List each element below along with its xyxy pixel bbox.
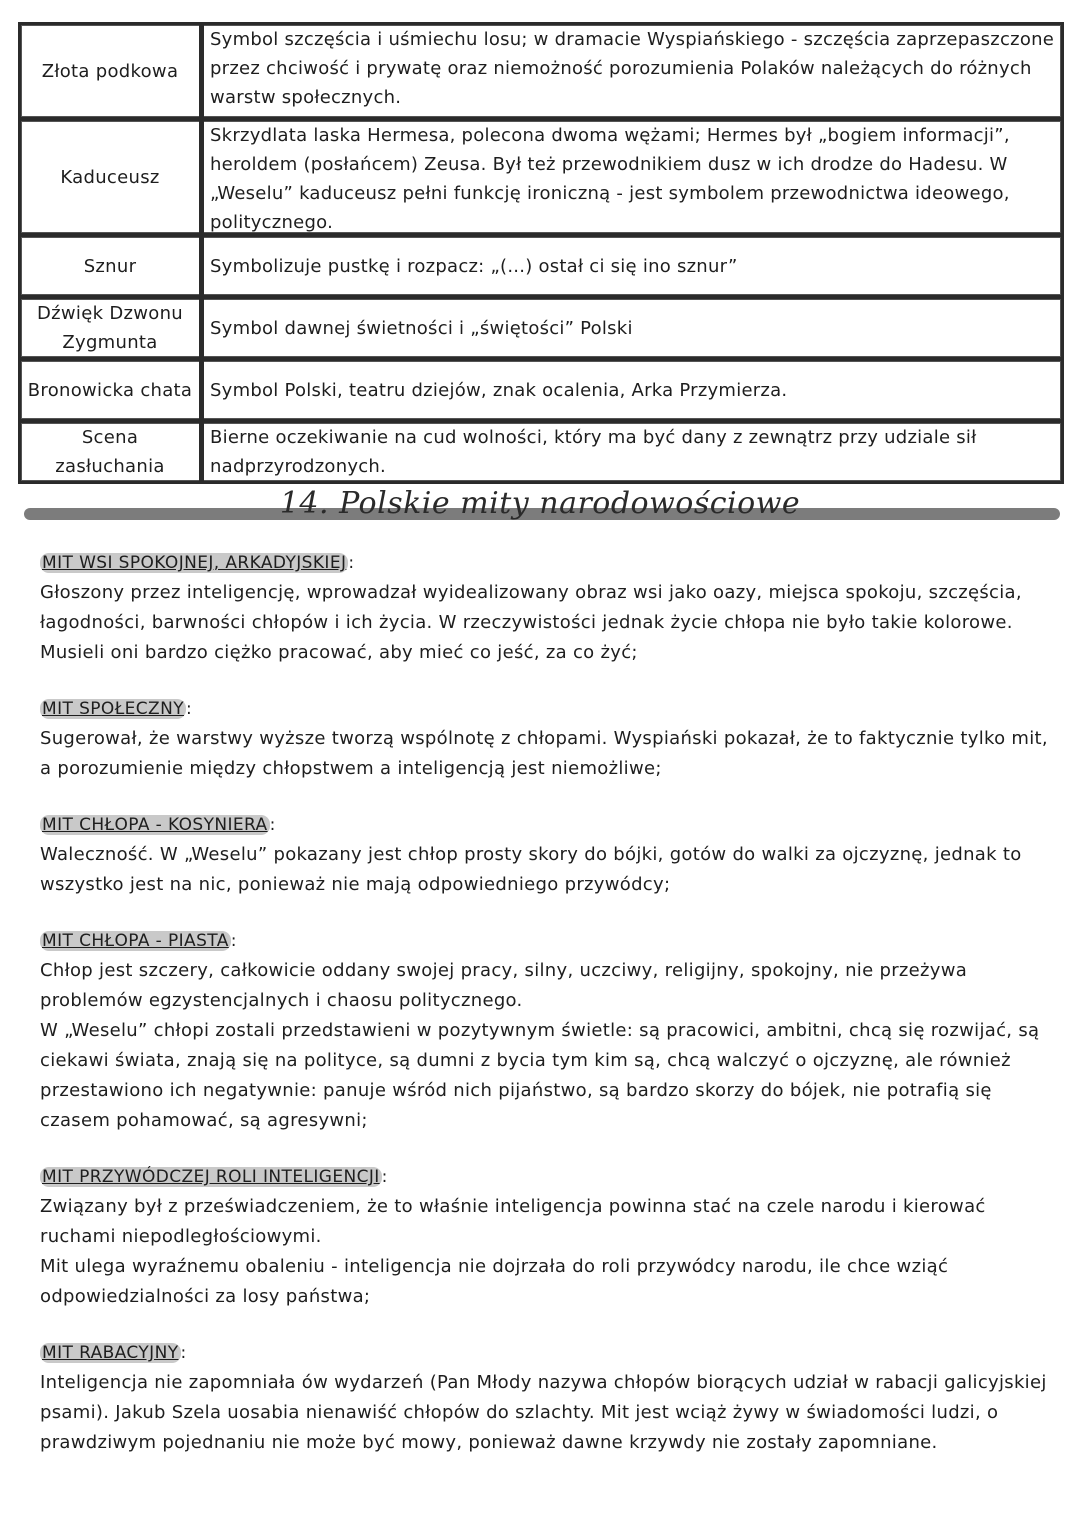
- symbol-term: Dźwięk Dzwonu Zygmunta: [21, 299, 204, 357]
- table-row: [18, 118, 1064, 236]
- myth-body: [40, 578, 1050, 668]
- myth-item: [40, 814, 1050, 900]
- myth-title: MIT CHŁOPA - KOSYNIERA :: [42, 815, 276, 835]
- table-row: [18, 22, 1064, 120]
- myth-paragraph: Związany był z przeświadczeniem, że to właśnie inteligencja powinna stać na czele narodu i kierować ruchami niepodległościowymi.: [40, 1196, 986, 1247]
- table-row: [18, 234, 1064, 298]
- myth-item: [40, 930, 1050, 1136]
- myth-title-text: MIT WSI SPOKOJNEJ, ARKADYJSKIEJ: [42, 553, 347, 573]
- myth-paragraph: Waleczność. W „Weselu” pokazany jest chłop prosty skory do bójki, gotów do walki za ojczyznę, jednak to wszystko jest na nic, ponieważ nie mają odpowiedniego przywódcy;: [40, 844, 1022, 895]
- table-row: [18, 296, 1064, 360]
- myth-title-text: MIT RABACYJNY: [42, 1343, 179, 1363]
- myth-item: [40, 1342, 1050, 1458]
- myth-title: MIT WSI SPOKOJNEJ, ARKADYJSKIEJ :: [42, 553, 355, 573]
- symbol-description: Symbol dawnej świetności i „świętości” Polski: [210, 317, 633, 339]
- myth-title-text: MIT CHŁOPA - PIASTA: [42, 931, 229, 951]
- myth-body: [40, 840, 1050, 900]
- section-title-text: 14. Polskie mity narodowościowe: [279, 486, 801, 521]
- myth-body: [40, 1192, 1050, 1312]
- myth-title-text: MIT SPOŁECZNY: [42, 699, 185, 719]
- myth-paragraph: Głoszony przez inteligencję, wprowadzał wyidealizowany obraz wsi jako oazy, miejsca spokoju, szczęścia, łagodności, barwności chłopów i ich życia. W rzeczywistości jednak życie chłopa nie było takie kolorowe. Musieli oni bardzo ciężko pracować, aby mieć co jeść, za co żyć;: [40, 582, 1022, 663]
- symbol-term: Scena zasłuchania: [21, 423, 204, 481]
- symbol-description: Bierne oczekiwanie na cud wolności, który ma być dany z zewnątrz przy udziale sił nadprzyrodzonych.: [210, 427, 977, 477]
- myth-title-text: MIT PRZYWÓDCZEJ ROLI INTELIGENCJI: [42, 1167, 380, 1187]
- myth-paragraph: Mit ulega wyraźnemu obaleniu - inteligencja nie dojrzała do roli przywódcy narodu, ile chce wziąć odpowiedzialności za losy państwa;: [40, 1256, 949, 1307]
- myth-item: [40, 698, 1050, 784]
- myth-title: MIT CHŁOPA - PIASTA :: [42, 931, 237, 951]
- symbol-description: Symbol szczęścia i uśmiechu losu; w dramacie Wyspiańskiego - szczęścia zaprzepaszczone przez chciwość i prywatę oraz niemożność porozumienia Polaków należących do różnych warstw społecznych.: [210, 29, 1055, 108]
- section-title: [0, 486, 1080, 521]
- myth-title-text: MIT CHŁOPA - KOSYNIERA: [42, 815, 268, 835]
- symbol-description: Skrzydlata laska Hermesa, polecona dwoma wężami; Hermes był „bogiem informacji”, heroldem (posłańcem) Zeusa. Był też przewodnikiem dusz w ich drodze do Hadesu. W „Weselu” kaduceusz pełni funkcję ironiczną - jest symbolem przewodnictwa ideowego, politycznego.: [210, 125, 1010, 233]
- myth-item: [40, 552, 1050, 668]
- symbol-description: Symbol Polski, teatru dziejów, znak ocalenia, Arka Przymierza.: [210, 379, 788, 401]
- symbol-description: Symbolizuje pustkę i rozpacz: „(...) ostał ci się ino sznur”: [210, 255, 738, 277]
- symbol-table: [18, 22, 1064, 482]
- myth-body: [40, 1368, 1050, 1458]
- myth-item: [40, 1166, 1050, 1312]
- myth-paragraph: W „Weselu” chłopi zostali przedstawieni w pozytywnym świetle: są pracowici, ambitni, chcą się rozwijać, są ciekawi świata, znają się na polityce, są dumni z bycia tym kim są, chcą walczyć o ojczyznę, ale również przestawiono ich negatywnie: panuje wśród nich pijaństwo, są bardzo skorzy do bójek, nie potrafią się czasem pohamować, są agresywni;: [40, 1020, 1040, 1131]
- symbol-term: Złota podkowa: [21, 25, 204, 117]
- myth-body: [40, 724, 1050, 784]
- myth-paragraph: Inteligencja nie zapomniała ów wydarzeń (Pan Młody nazywa chłopów biorących udział w rabacji galicyjskiej psami). Jakub Szela uosabia nienawiść chłopów do szlachty. Mit jest wciąż żywy w świadomości ludzi, o prawdziwym pojednaniu nie może być mowy, ponieważ dawne krzywdy nie zostały zapomniane.: [40, 1372, 1047, 1453]
- myth-paragraph: Sugerował, że warstwy wyższe tworzą wspólnotę z chłopami. Wyspiański pokazał, że to faktycznie tylko mit, a porozumienie między chłopstwem a inteligencją jest niemożliwe;: [40, 728, 1048, 779]
- symbol-term: Kaduceusz: [21, 121, 204, 233]
- myth-title: MIT SPOŁECZNY :: [42, 699, 193, 719]
- myth-title: MIT PRZYWÓDCZEJ ROLI INTELIGENCJI :: [42, 1167, 388, 1187]
- myths-list: [40, 552, 1050, 1488]
- myth-title: MIT RABACYJNY :: [42, 1343, 187, 1363]
- symbol-term: Bronowicka chata: [21, 361, 204, 419]
- symbol-term: Sznur: [21, 237, 204, 295]
- myth-paragraph: Chłop jest szczery, całkowicie oddany swojej pracy, silny, uczciwy, religijny, spokojny, nie przeżywa problemów egzystencjalnych i chaosu politycznego.: [40, 960, 968, 1011]
- myth-body: [40, 956, 1050, 1136]
- table-row: [18, 358, 1064, 422]
- table-row: [18, 420, 1064, 484]
